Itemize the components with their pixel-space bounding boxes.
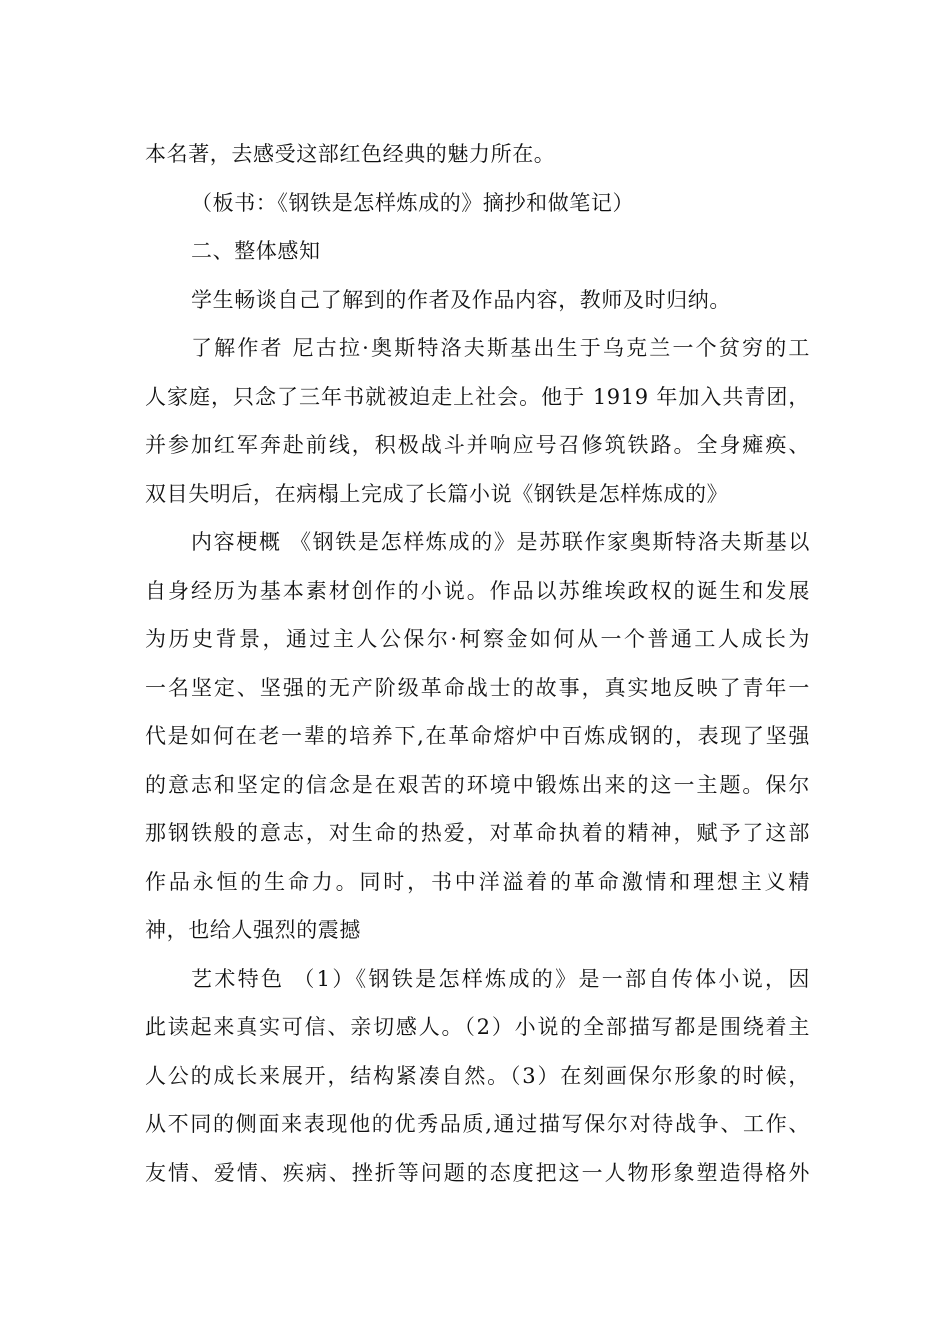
text-line: 二、整体感知 <box>191 239 321 263</box>
text-line: 的意志和坚定的信念是在艰苦的环境中锻炼出来的这一主题。保尔 <box>145 772 810 797</box>
text-line: 人家庭，只念了三年书就被迫走上社会。他于 1919 年加入共青团， <box>145 384 810 409</box>
text-line: 本名著，去感受这部红色经典的魅力所在。 <box>145 142 556 166</box>
text-line: （板书：《钢铁是怎样炼成的》摘抄和做笔记） <box>191 190 635 215</box>
text-line: 代是如何在老一辈的培养下,在革命熔炉中百炼成钢的，表现了坚强 <box>145 724 810 748</box>
text-line: 自身经历为基本素材创作的小说。作品以苏维埃政权的诞生和发展 <box>145 578 810 603</box>
text-line: 并参加红军奔赴前线，积极战斗并响应号召修筑铁路。全身瘫痪、 <box>145 433 810 457</box>
text-line: 那钢铁般的意志，对生命的热爱，对革命执着的精神，赋予了这部 <box>145 821 810 845</box>
text-line: 内容梗概 《钢铁是怎样炼成的》是苏联作家奥斯特洛夫斯基以 <box>191 530 810 554</box>
text-line: 作品永恒的生命力。同时，书中洋溢着的革命激情和理想主义精 <box>145 869 810 894</box>
text-line: 从不同的侧面来表现他的优秀品质,通过描写保尔对待战争、工作、 <box>145 1112 810 1136</box>
text-line: 为历史背景，通过主人公保尔·柯察金如何从一个普通工人成长为 <box>145 627 810 651</box>
text-line: 人公的成长来展开，结构紧凑自然。（3）在刻画保尔形象的时候， <box>145 1063 810 1088</box>
text-line: 学生畅谈自己了解到的作者及作品内容，教师及时归纳。 <box>191 287 731 312</box>
document-body <box>145 130 810 1197</box>
text-line: 神，也给人强烈的震撼 <box>145 918 361 942</box>
text-line: 艺术特色 （1）《钢铁是怎样炼成的》是一部自传体小说，因 <box>191 966 810 991</box>
text-line: 双目失明后，在病榻上完成了长篇小说《钢铁是怎样炼成的》 <box>145 481 729 506</box>
text-line: 一名坚定、坚强的无产阶级革命战士的故事，真实地反映了青年一 <box>145 675 810 700</box>
text-line: 友情、爱情、疾病、挫折等问题的态度把这一人物形象塑造得格外 <box>145 1160 810 1185</box>
text-line: 了解作者 尼古拉·奥斯特洛夫斯基出生于乌克兰一个贫穷的工 <box>191 336 810 360</box>
text-line: 此读起来真实可信、亲切感人。（2）小说的全部描写都是围绕着主 <box>145 1015 810 1039</box>
